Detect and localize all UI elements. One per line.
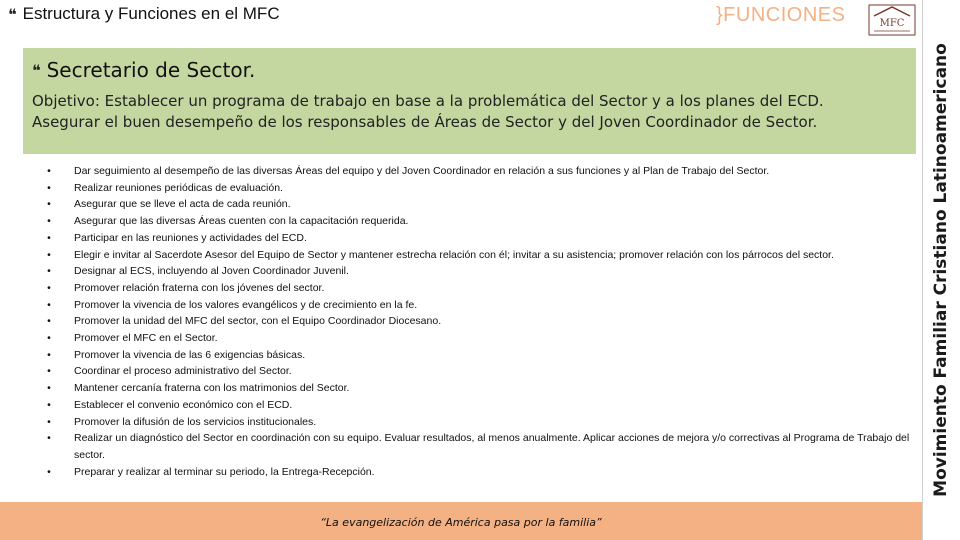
function-text: Promover la difusión de los servicios institucionales. [74,415,317,428]
mfc-logo [868,4,916,36]
bullet-dot-icon: • [47,398,51,411]
function-item [44,213,914,230]
bullet-dot-icon: • [47,365,51,378]
function-text: Asegurar que se lleve el acta de cada reunión. [74,198,291,211]
function-item [44,380,914,397]
function-text: Realizar un diagnóstico del Sector en coordinación con su equipo. Evaluar resultados, al menos anualmente. Aplicar acciones de mejora y/o correctivas al Programa de Trabajo del sector. [74,432,910,461]
section-title-row [32,58,255,82]
function-text: Designar al ECS, incluyendo al Joven Coordinador Juvenil. [74,265,349,278]
section-tag: }FUNCIONES [716,4,846,26]
bullet-dot-icon: • [47,215,51,228]
function-text: Establecer el convenio económico con el ECD. [74,398,293,411]
header-title-row [8,4,280,24]
bullet-dot-icon: • [47,265,51,278]
function-text: Coordinar el proceso administrativo del Sector. [74,365,292,378]
function-text: Promover la unidad del MFC del sector, con el Equipo Coordinador Diocesano. [74,315,442,328]
function-item [44,414,914,431]
function-text: Promover la vivencia de los valores evangélicos y de crecimiento en la fe. [74,298,418,311]
function-item [44,196,914,213]
function-item [44,363,914,380]
function-item [44,230,914,247]
bullet-dot-icon: • [47,165,51,177]
function-text: Elegir e invitar al Sacerdote Asesor del Equipo de Sector y mantener estrecha relación con él; invitar a su asistencia; promover relación con los párrocos del sector. [74,248,834,261]
bullet-dot-icon: • [47,465,51,478]
function-item [44,163,914,180]
function-text: Realizar reuniones periódicas de evaluación. [74,181,283,194]
bullet-dot-icon: • [47,231,51,244]
footer-quote: “La evangelización de América pasa por la familia” [320,516,602,529]
function-item [44,247,914,264]
function-item [44,430,914,463]
sidebar-vertical-title: Movimiento Familiar Cristiano Latinoamericano [931,43,951,497]
quote-bullet-icon: ❝ [32,60,41,80]
function-item [44,263,914,280]
function-text: Mantener cercanía fraterna con los matrimonios del Sector. [74,382,350,395]
logo-text: MFC [879,18,905,29]
bullet-dot-icon: • [47,181,51,194]
function-text: Promover el MFC en el Sector. [74,332,218,345]
bullet-dot-icon: • [47,248,51,261]
function-text: Dar seguimiento al desempeño de las diversas Áreas del equipo y del Joven Coordinador en relación a sus funciones y al Plan de Trabajo del Sector. [74,165,770,177]
bullet-dot-icon: • [47,298,51,311]
function-item [44,180,914,197]
function-text: Promover relación fraterna con los jóvenes del sector. [74,281,325,294]
function-item [44,280,914,297]
bullet-dot-icon: • [47,332,51,345]
functions-list [44,163,914,480]
function-item [44,330,914,347]
function-item [44,297,914,314]
bullet-dot-icon: • [47,198,51,211]
bullet-dot-icon: • [47,281,51,294]
quote-bullet-icon: ❝ [8,4,17,24]
bullet-dot-icon: • [47,432,51,445]
function-item [44,397,914,414]
function-text: Asegurar que las diversas Áreas cuenten con la capacitación requerida. [74,215,409,228]
function-item [44,464,914,481]
bullet-dot-icon: • [47,348,51,361]
bullet-dot-icon: • [47,382,51,395]
page-title: Estructura y Funciones en el MFC [22,4,280,23]
objective-text: Objetivo: Establecer un programa de trabajo en base a la problemática del Sector y a los planes del ECD. Asegurar el buen desempeño de los responsables de Áreas de Sector y del Joven Coordinador de Sector. [32,92,824,131]
section-title: Secretario de Sector. [46,58,256,82]
bullet-dot-icon: • [47,315,51,328]
function-text: Preparar y realizar al terminar su periodo, la Entrega-Recepción. [74,465,375,478]
function-text: Participar en las reuniones y actividades del ECD. [74,231,307,244]
function-text: Promover la vivencia de las 6 exigencias básicas. [74,348,306,361]
bullet-dot-icon: • [47,415,51,428]
function-item [44,347,914,364]
function-item [44,313,914,330]
